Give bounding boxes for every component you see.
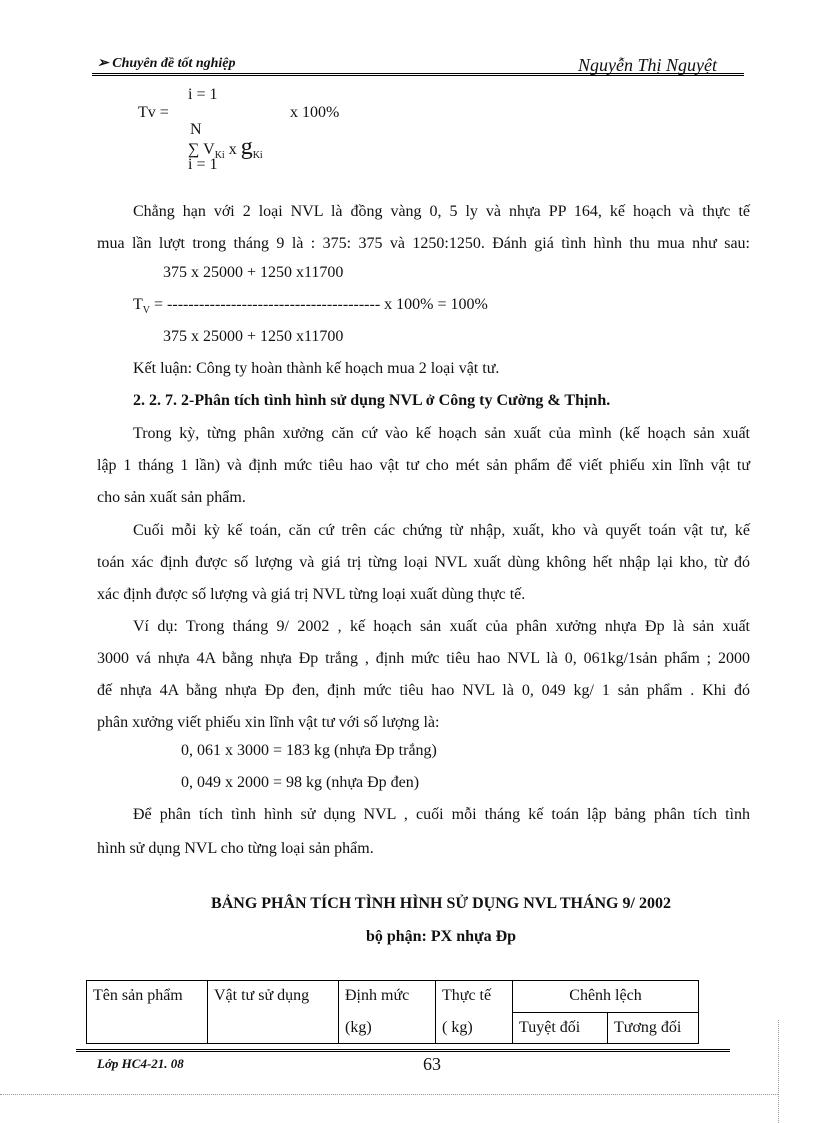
para4-line-1: Ví dụ: Trong tháng 9/ 2002 , kế hoạch sản xuất của phân xưởng nhựa Đp là sản xuất <box>133 618 750 635</box>
formula-times: x 100% <box>290 104 340 121</box>
header-right: Nguyễn Thị Nguyệt <box>578 55 717 75</box>
header-diff-label: Chênh lệch <box>569 987 642 1004</box>
table-subtitle: bộ phận: PX nhựa Đp <box>365 928 517 945</box>
formula-v-sub: Ki <box>214 150 225 161</box>
header-diff <box>513 981 699 1013</box>
header-abs <box>513 1012 608 1044</box>
formula-lower-index: i = 1 <box>188 156 218 173</box>
paragraph-example-intro: Chẳng hạn với 2 loại NVL là đồng vàng 0, 5 ly và nhựa PP 164, kế hoạch và thực tế <box>133 203 750 220</box>
table-title: BẢNG PHÂN TÍCH TÌNH HÌNH SỬ DỤNG NVL THÁNG 9/ 2002 <box>211 895 671 912</box>
formula-lhs: Tv = <box>138 104 169 121</box>
header-abs-label: Tuyệt đối <box>519 1018 581 1036</box>
calc-lhs: T <box>133 296 143 313</box>
header-product <box>87 981 208 1044</box>
right-dotted-guide <box>778 1020 779 1123</box>
header-rel-label: Tương đối <box>614 1018 682 1036</box>
para2-line-2: lập 1 tháng 1 lần) và định mức tiêu hao vật tư cho mét sản phẩm để viết phiếu xin lĩnh vật tư <box>97 457 750 474</box>
para4-line-3: đế nhựa 4A bằng nhựa Đp đen, định mức tiêu hao NVL là 0, 049 kg/ 1 sản phẩm . Khi đó <box>97 682 750 699</box>
calc-denominator: 375 x 25000 + 1250 x11700 <box>163 328 344 345</box>
header-material <box>208 981 339 1044</box>
header-left: ➢ Chuyên đề tốt nghiệp <box>97 56 236 71</box>
footer-class: Lớp HC4-21. 08 <box>97 1056 184 1071</box>
formula-g: g <box>240 134 253 160</box>
para5-line-1: Để phân tích tình hình sử dụng NVL , cuối mỗi tháng kế toán lập bảng phân tích tình <box>133 806 750 823</box>
bottom-dotted-guide <box>0 1094 778 1095</box>
header-norm-unit: (kg) <box>345 1019 372 1036</box>
section-heading: 2. 2. 7. 2-Phân tích tình hình sử dụng NVL ở Công ty Cường & Thịnh. <box>133 392 611 409</box>
header-actual-unit: ( kg) <box>442 1019 473 1036</box>
header-actual-label: Thực tế <box>442 987 492 1004</box>
header-material-label: Vật tư sử dụng <box>214 987 310 1004</box>
header-rel <box>608 1012 699 1044</box>
paragraph-example-intro-2: mua lần lượt trong tháng 9 là : 375: 375 và 1250:1250. Đánh giá tình hình thu mua như sau: <box>97 235 750 252</box>
formula-n: N <box>190 121 202 138</box>
nvl-usage-table <box>86 980 699 1044</box>
para5-line-2: hình sử dụng NVL cho từng loại sản phẩm. <box>97 840 374 857</box>
para4-line-4: phân xưởng viết phiếu xin lĩnh vật tư với số lượng là: <box>97 714 440 731</box>
header-rule <box>92 73 744 76</box>
para3-line-2: toán xác định được số lượng và giá trị từng loại NVL xuất dùng không hết nhập lại kho, từ đó <box>97 554 750 571</box>
calc2-line-1: 0, 061 x 3000 = 183 kg (nhựa Đp trắng) <box>181 742 437 759</box>
calc-lhs-sub: V <box>142 305 151 316</box>
para4-line-2: 3000 vá nhựa 4A bằng nhựa Đp trắng , định mức tiêu hao NVL là 0, 061kg/1sản phẩm ; 2000 <box>97 650 750 667</box>
header-product-label: Tên sản phẩm <box>93 987 183 1004</box>
calc2-line-2: 0, 049 x 2000 = 98 kg (nhựa Đp đen) <box>181 774 420 791</box>
para3-line-3: xác định được số lượng và giá trị NVL từng loại xuất dùng thực tế. <box>97 586 526 603</box>
footer-rule <box>76 1049 730 1052</box>
page-number: 63 <box>423 1054 441 1074</box>
formula-upper-index: i = 1 <box>188 86 218 103</box>
para2-line-3: cho sản xuất sản phẩm. <box>97 489 246 506</box>
calc-numerator: 375 x 25000 + 1250 x11700 <box>163 264 344 281</box>
formula-v: V <box>203 141 215 158</box>
para3-line-1: Cuối mỗi kỳ kế toán, căn cứ trên các chứng từ nhập, xuất, kho và quyết toán vật tư, kế <box>133 522 750 539</box>
header-actual <box>436 981 513 1044</box>
formula-x: x <box>228 141 237 158</box>
formula-g-sub: Ki <box>252 150 263 161</box>
conclusion-text: Kết luận: Công ty hoàn thành kế hoạch mua 2 loại vật tư. <box>133 360 500 377</box>
sigma-symbol: ∑ <box>188 141 200 158</box>
header-norm-label: Định mức <box>345 987 410 1004</box>
para2-line-1: Trong kỳ, từng phân xưởng căn cứ vào kế hoạch sản xuất của mình (kế hoạch sản xuất <box>133 425 750 442</box>
header-norm <box>339 981 436 1044</box>
calc-line <box>133 296 488 314</box>
calc-fraction-line: = ---------------------------------------- x 100% = 100% <box>150 296 488 313</box>
